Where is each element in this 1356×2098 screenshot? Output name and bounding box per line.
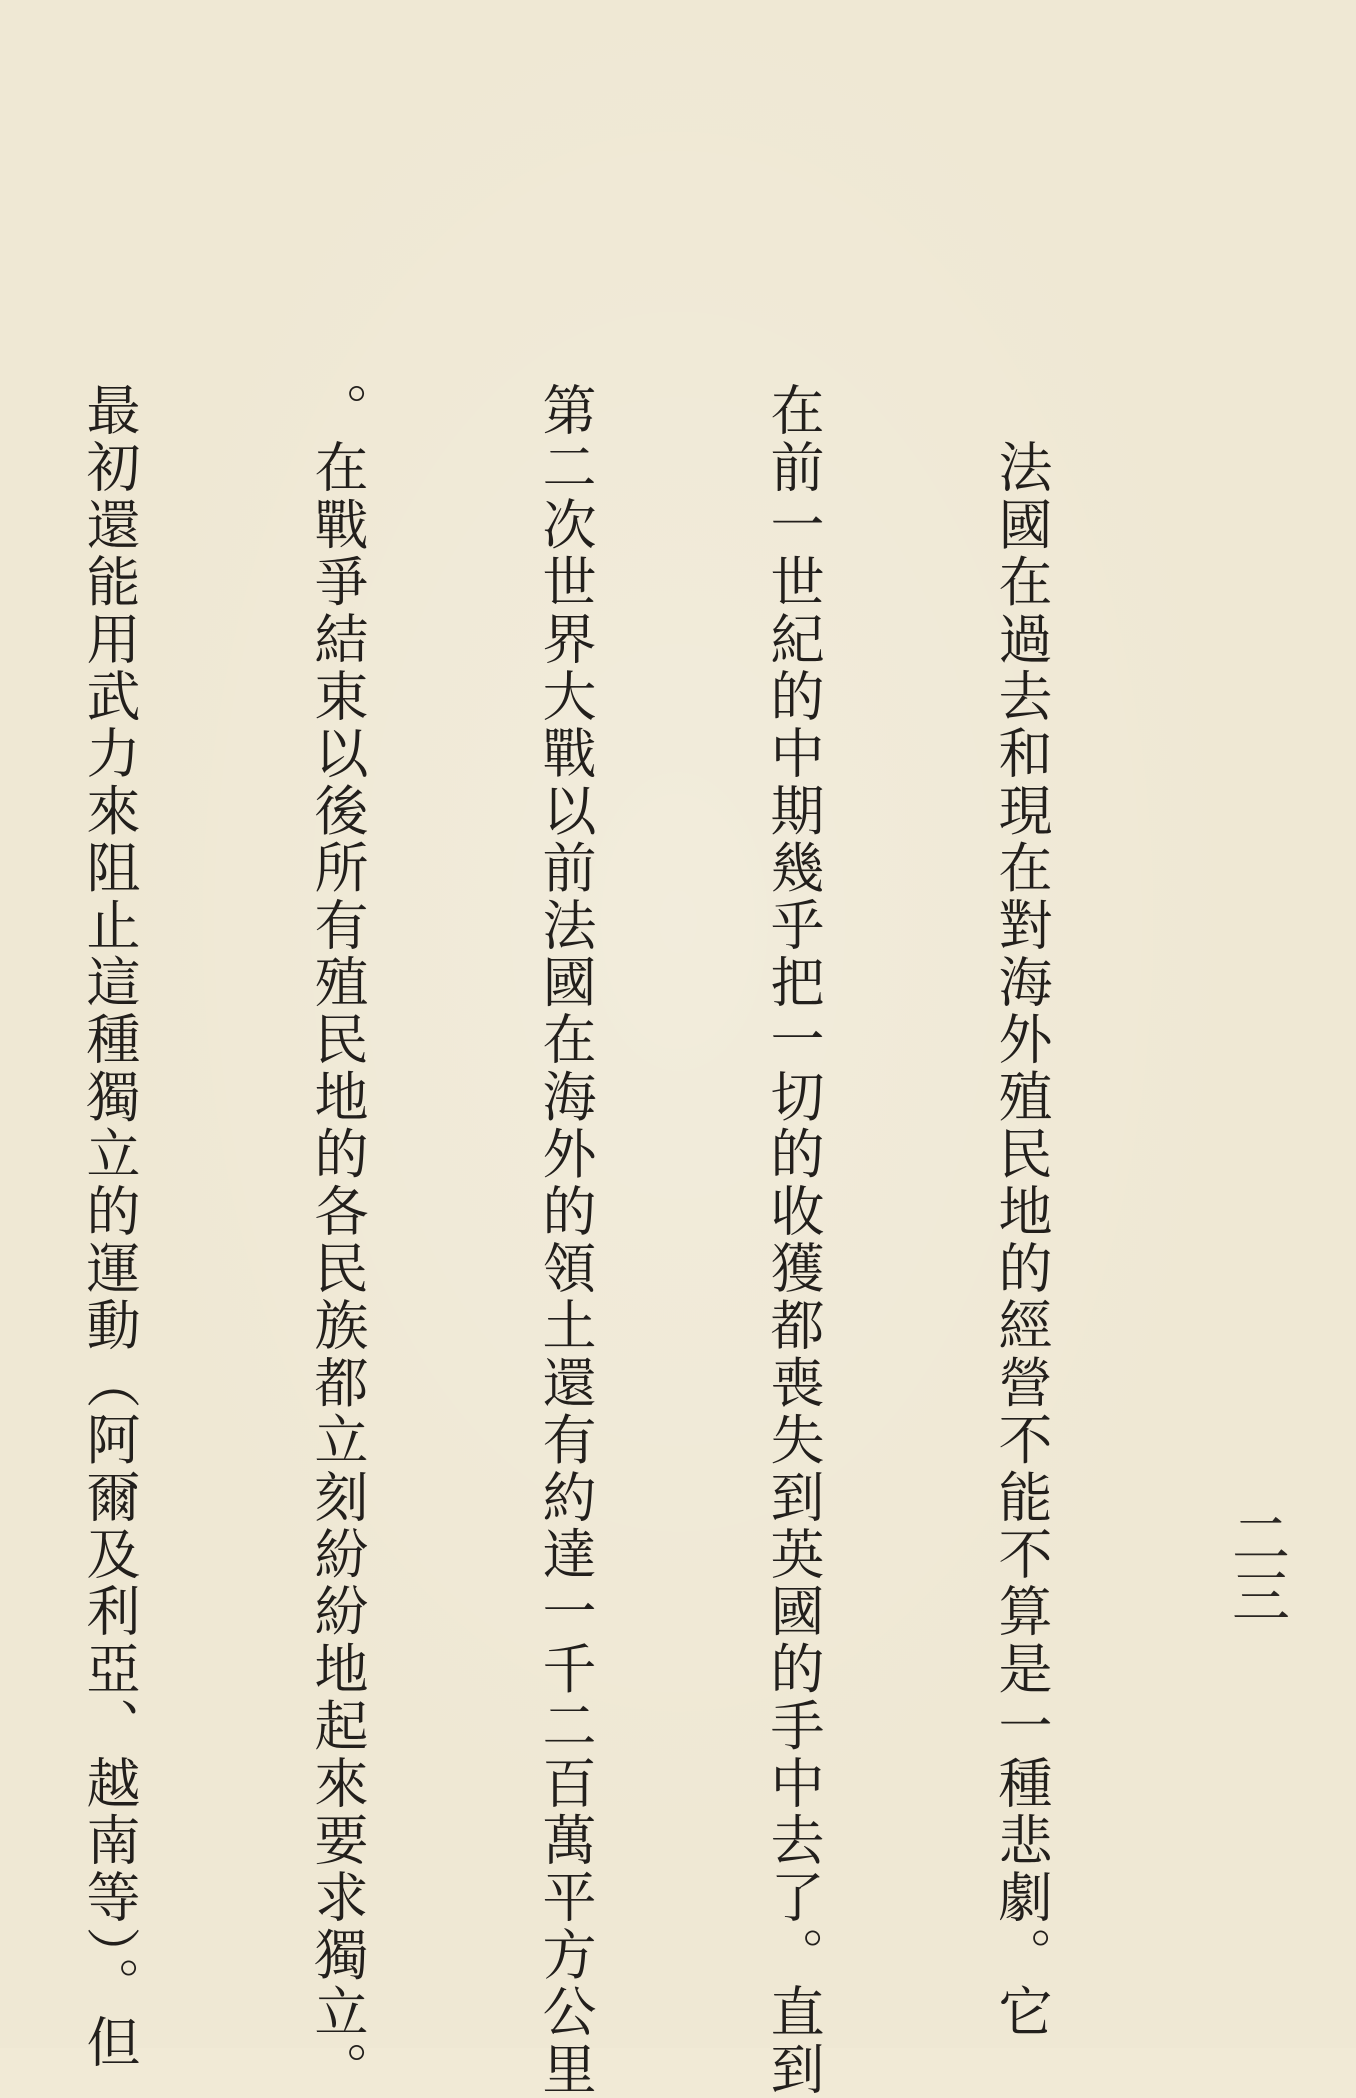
text-column-3: 第二次世界大戰以前法國在海外的領土還有約達一千二百萬平方公里 (534, 382, 597, 2098)
text-column-1: 法國在過去和現在對海外殖民地的經營不能不算是一種悲劇。它 (990, 382, 1053, 2041)
vertical-text-block (0, 382, 1211, 2098)
text-column-5: 最初還能用武力來阻止這種獨立的運動（阿爾及利亞、越南等）。但 (78, 382, 141, 2071)
text-column-2: 在前一世紀的中期幾乎把一切的收獲都喪失到英國的手中去了。直到 (762, 382, 825, 2098)
page-number: 二三 (1222, 1508, 1290, 1624)
text-column-4: 。在戰爭結束以後所有殖民地的各民族都立刻紛紛地起來要求獨立。 (306, 382, 369, 2098)
